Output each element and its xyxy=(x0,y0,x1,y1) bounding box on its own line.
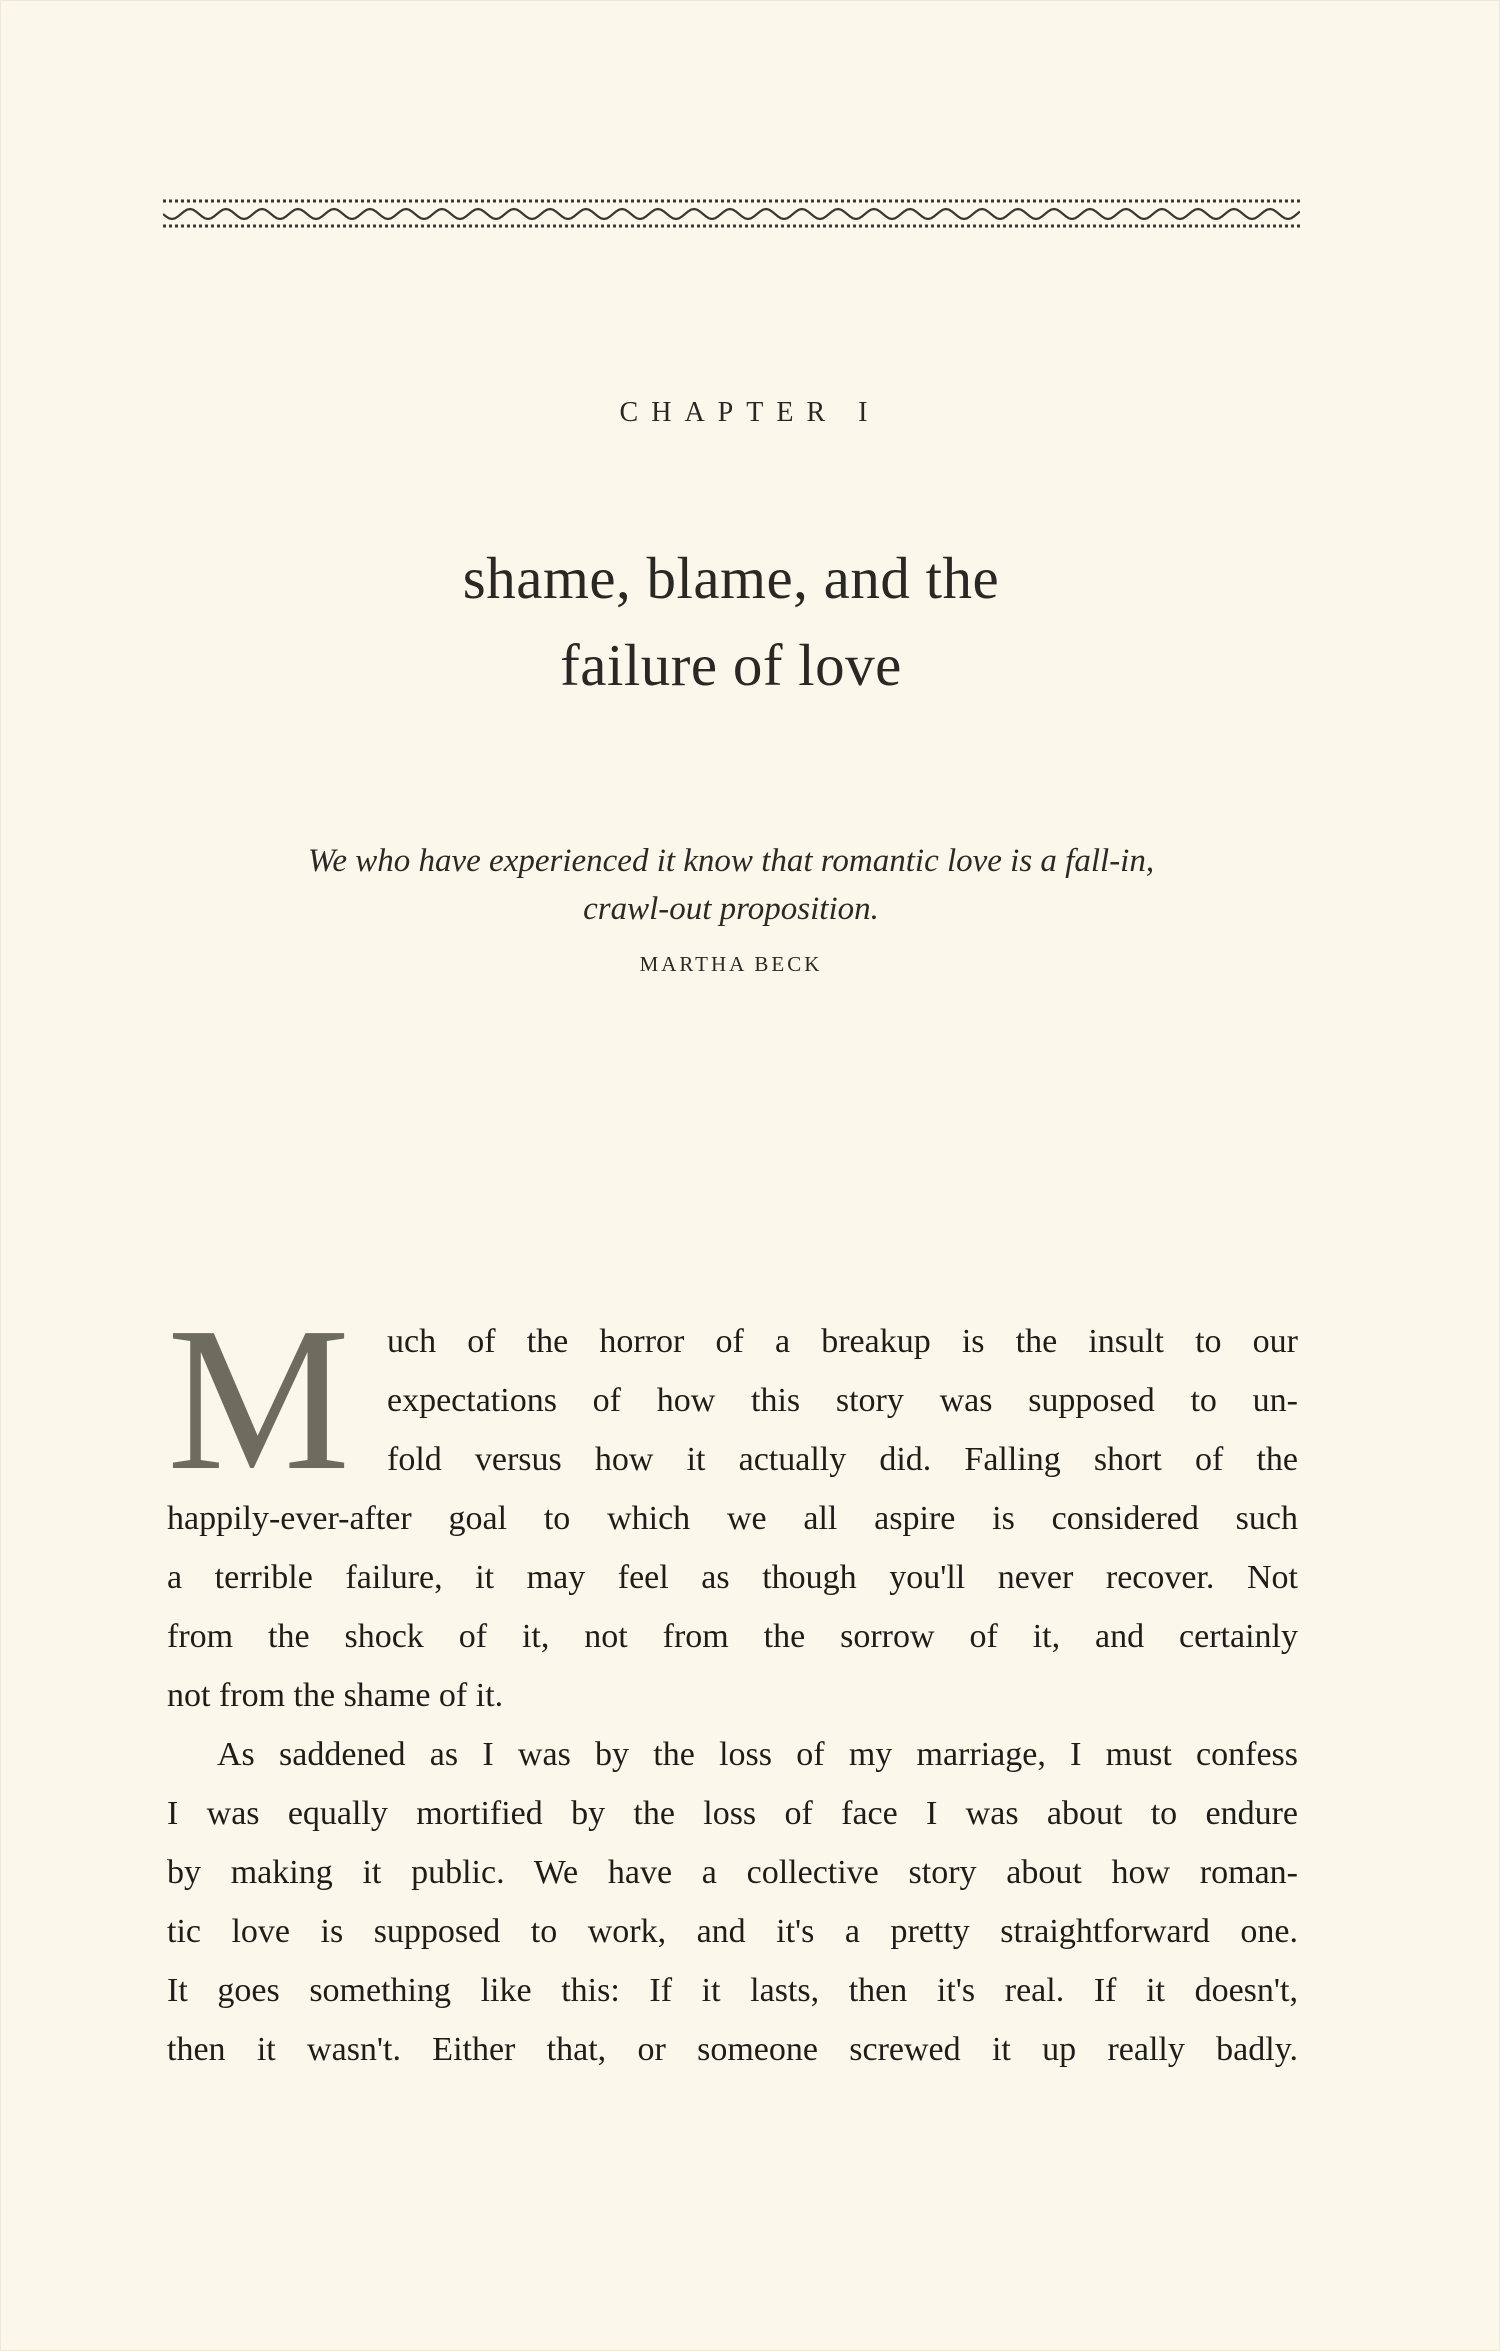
paragraph-line: a terrible failure, it may feel as though you'll never recover. Not xyxy=(167,1559,1298,1596)
paragraph-line: happily-ever-after goal to which we all aspire is considered such xyxy=(167,1500,1298,1537)
paragraph-1 xyxy=(167,1284,1298,1725)
epigraph-quote-line-2: crawl-out proposition. xyxy=(583,891,879,927)
paragraph-line: by making it public. We have a collective story about how roman- xyxy=(167,1854,1298,1891)
paragraph-line: uch of the horror of a breakup is the insult to our xyxy=(387,1323,1298,1360)
body-text xyxy=(167,1284,1298,2079)
paragraph-line: tic love is supposed to work, and it's a pretty straightforward one. xyxy=(167,1913,1298,1950)
paragraph-line: expectations of how this story was supposed to un- xyxy=(387,1382,1298,1419)
paragraph-line: It goes something like this: If it lasts, then it's real. If it doesn't, xyxy=(167,1972,1298,2009)
chapter-title xyxy=(0,535,1462,709)
drop-cap: M xyxy=(167,1284,351,1513)
epigraph xyxy=(0,837,1462,979)
paragraph-line: I was equally mortified by the loss of face I was about to endure xyxy=(167,1795,1298,1832)
decorative-wave-rule xyxy=(163,196,1300,232)
epigraph-quote-line-1: We who have experienced it know that romantic love is a fall-in, xyxy=(307,843,1155,879)
chapter-label: CHAPTER I xyxy=(619,397,881,428)
paragraph-line: fold versus how it actually did. Falling short of the xyxy=(387,1441,1298,1478)
paragraph-2 xyxy=(167,1725,1298,2079)
chapter-title-line-2: failure of love xyxy=(560,632,902,698)
paragraph-line: then it wasn't. Either that, or someone screwed it up really badly. xyxy=(167,2031,1298,2068)
paragraph-line: from the shock of it, not from the sorrow of it, and certainly xyxy=(167,1618,1298,1655)
paragraph-line: not from the shame of it. xyxy=(167,1677,504,1714)
paragraph-line: As saddened as I was by the loss of my marriage, I must confess xyxy=(217,1736,1298,1773)
chapter-title-line-1: shame, blame, and the xyxy=(462,545,1000,611)
epigraph-attribution: MARTHA BECK xyxy=(639,952,823,976)
